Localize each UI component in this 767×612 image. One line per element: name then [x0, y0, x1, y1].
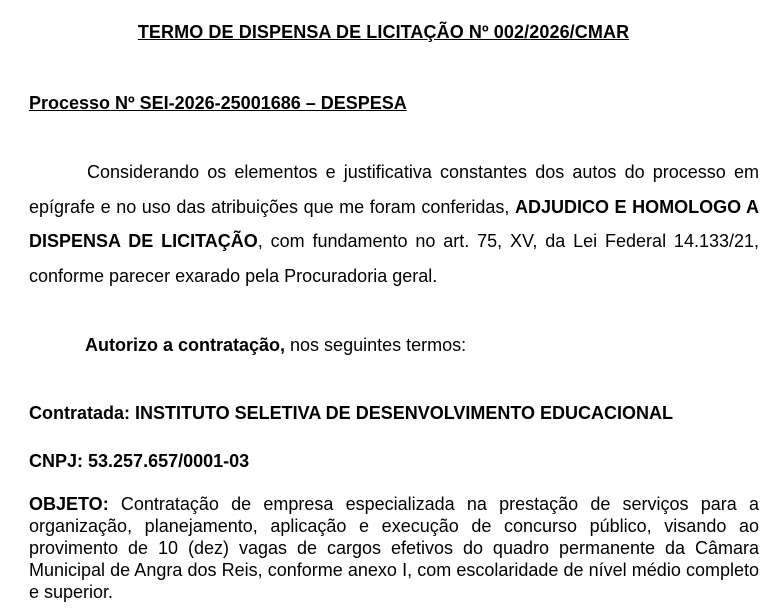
object-text: Contratação de empresa especializada na prestação de serviços para a organização, planejamento, aplicação e execução de concurso público, visando ao provimento de 10 (dez) vagas de cargos efetivos do quadro permanente da Câmara Municipal de Angra dos Reis, conforme anexo I, com escolaridade de nível médio completo e superior.: [29, 494, 759, 602]
contractor-line: Contratada: INSTITUTO SELETIVA DE DESENVOLVIMENTO EDUCACIONAL: [29, 403, 674, 423]
document-title: TERMO DE DISPENSA DE LICITAÇÃO Nº 002/2026/CMAR: [137, 22, 630, 42]
adjudication-paragraph: [29, 155, 759, 293]
cnpj-line: CNPJ: 53.257.657/0001-03: [29, 451, 250, 471]
paragraph1-text-a: Considerando os elementos e justificativa constantes dos autos do processo em epígrafe e no uso das atribuições que me foram conferidas,: [29, 162, 759, 217]
object-paragraph: [29, 493, 759, 603]
adjudication-statement: ADJUDICO E HOMOLOGO A DISPENSA DE LICITAÇÃO: [29, 196, 759, 251]
object-label: OBJETO:: [29, 494, 109, 514]
authorization-paragraph: [29, 328, 759, 363]
authorization-statement: Autorizo a contratação,: [85, 335, 286, 355]
paragraph1-text-b: , com fundamento no art. 75, XV, da Lei Federal 14.133/21, conforme parecer exarado pela Procuradoria geral.: [29, 231, 760, 286]
authorization-text: nos seguintes termos:: [285, 335, 467, 355]
process-number: Processo Nº SEI-2026-25001686 – DESPESA: [29, 93, 407, 113]
